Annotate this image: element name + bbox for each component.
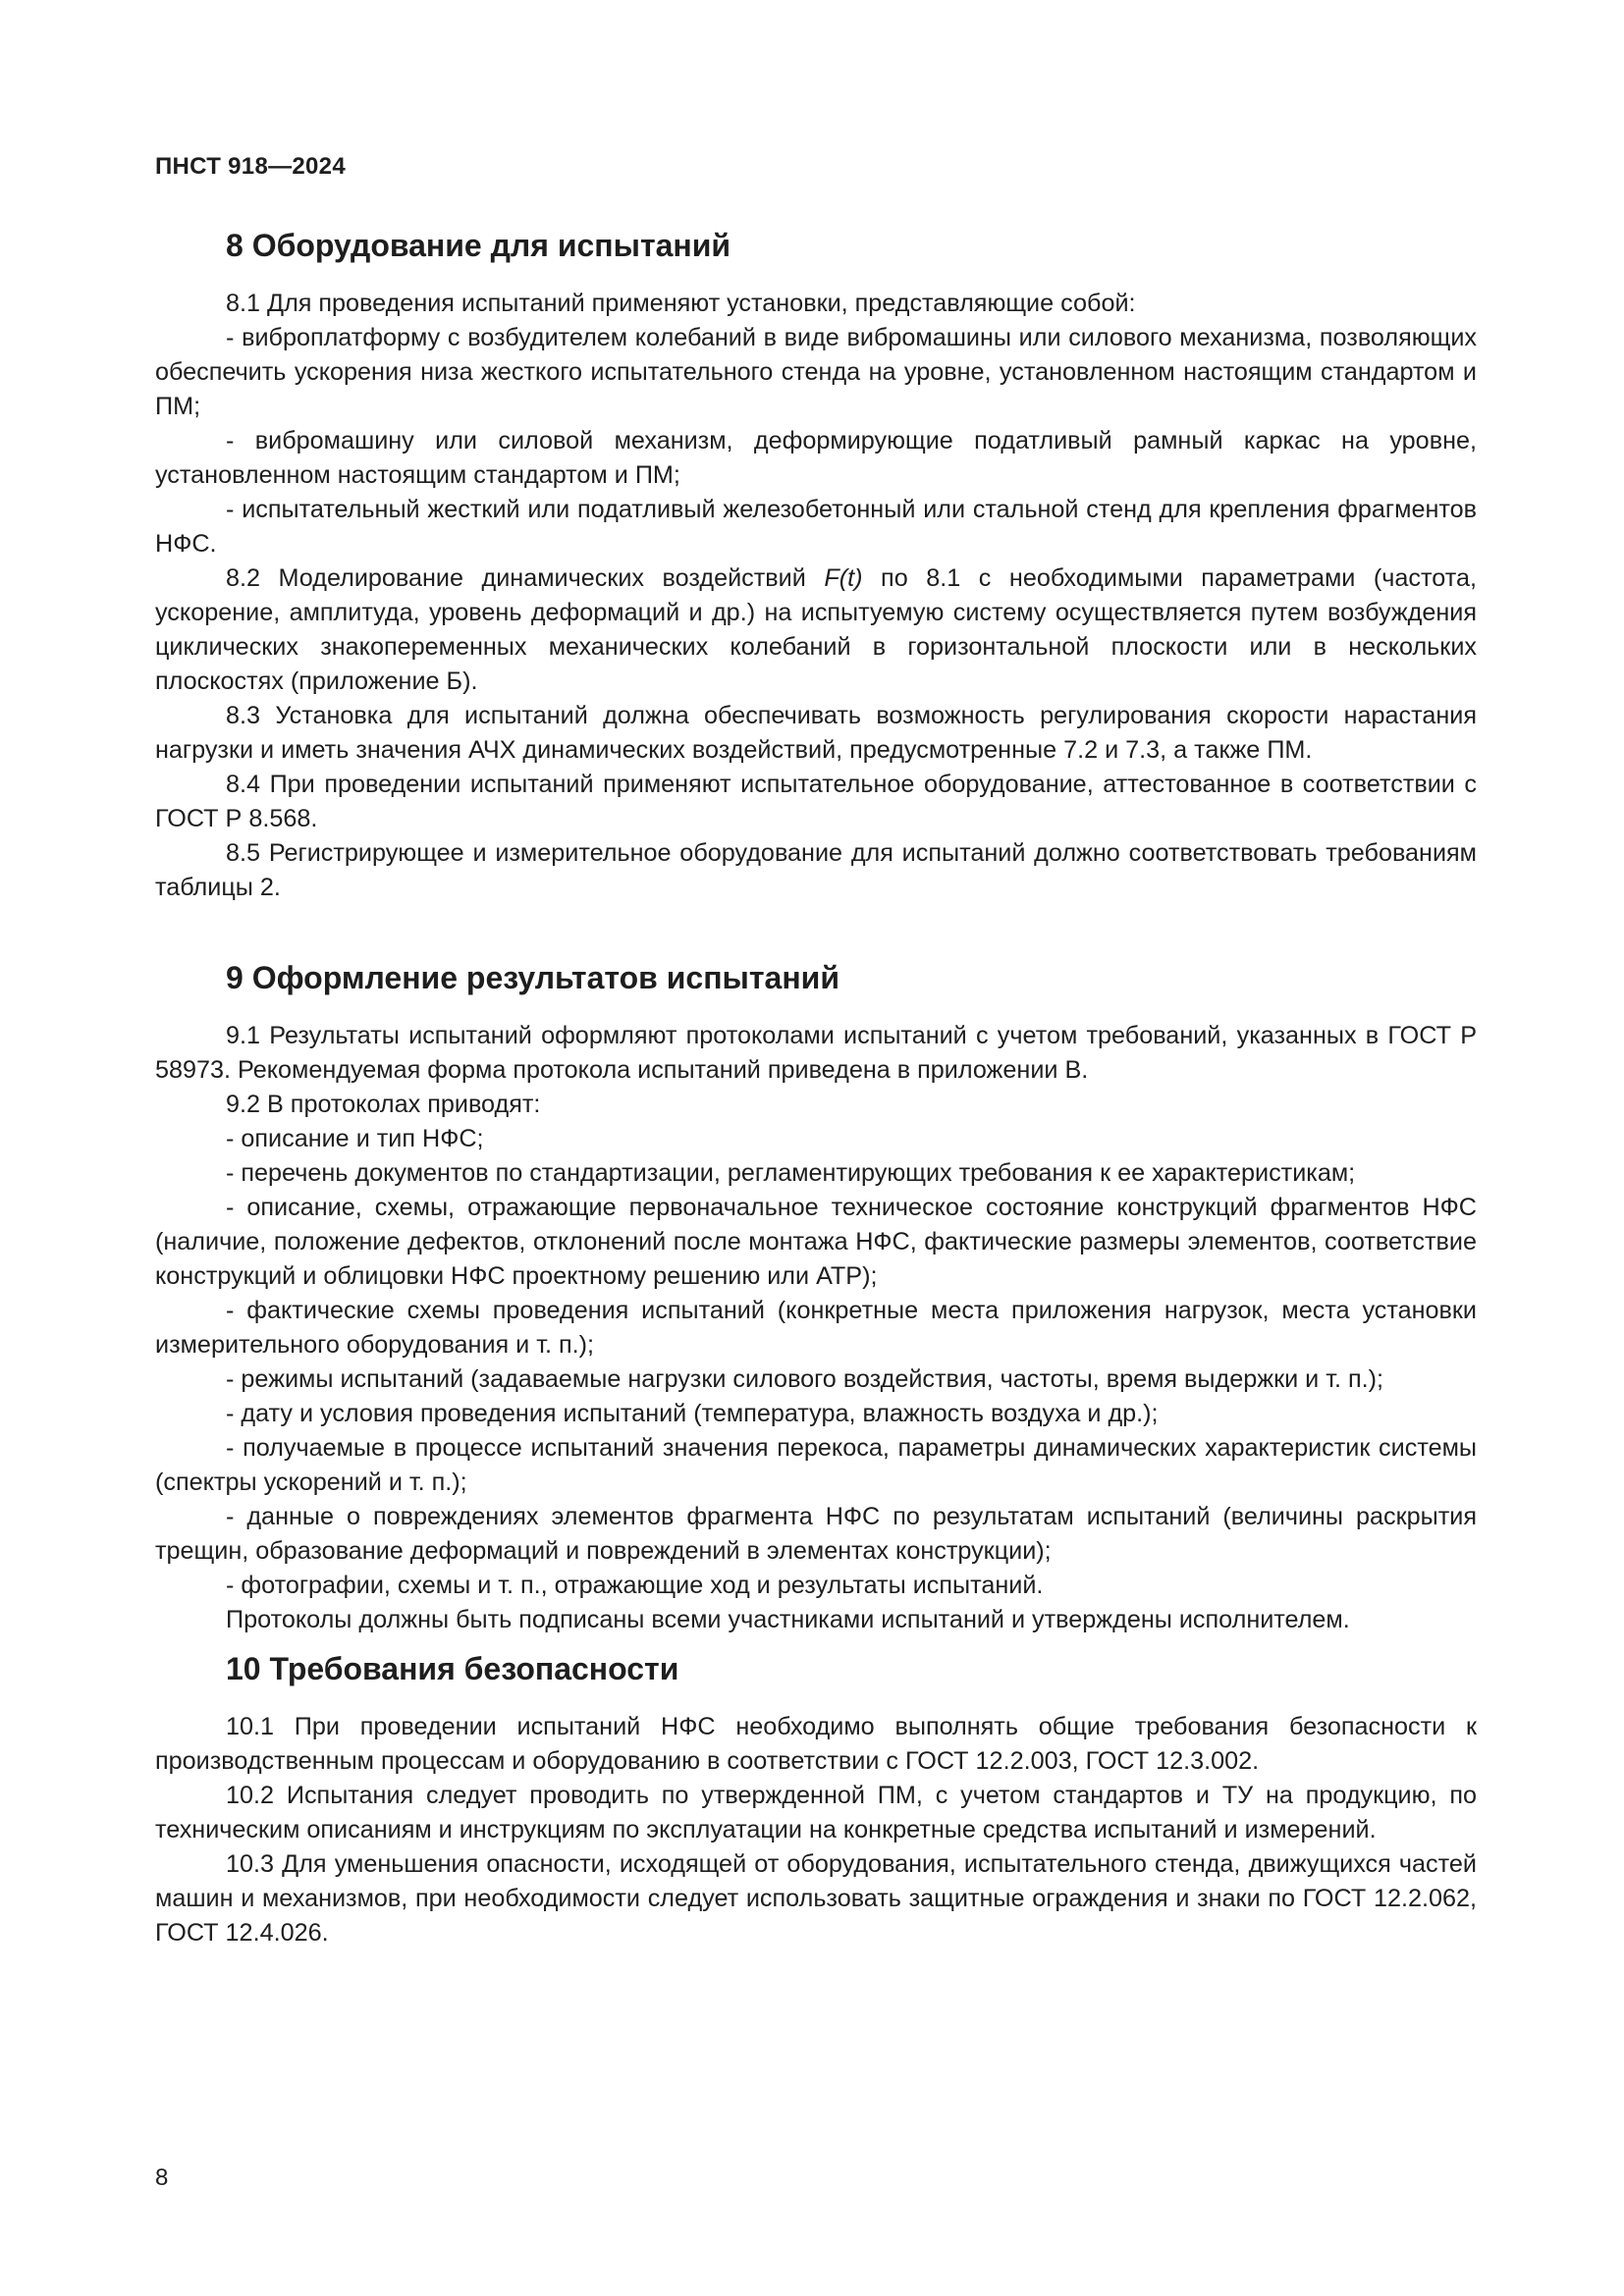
- paragraph: - получаемые в процессе испытаний значения перекоса, параметры динамических характеристик системы (спектры ускорений и т. п.);: [155, 1434, 1477, 1496]
- section-8-equipment: [155, 226, 1477, 905]
- paragraph: - описание, схемы, отражающие первоначальное техническое состояние конструкций фрагментов НФС (наличие, положение дефектов, отклонений после монтажа НФС, фактические размеры элементов, соответствие конструкций и облицовки НФС проектному решению или АТР);: [155, 1194, 1477, 1290]
- formula-symbol: F(t): [824, 564, 863, 592]
- paragraph: - описание и тип НФС;: [226, 1125, 484, 1152]
- paragraph: 10.1 При проведении испытаний НФС необходимо выполнять общие требования безопасности к производственным процессам и оборудованию в соответствии с ГОСТ 12.2.003, ГОСТ 12.3.002.: [155, 1713, 1477, 1775]
- section-9-results: [155, 958, 1477, 1637]
- paragraph: - перечень документов по стандартизации, регламентирующих требования к ее характеристикам;: [226, 1159, 1356, 1187]
- paragraph: - испытательный жесткий или податливый железобетонный или стальной стенд для крепления фрагментов НФС.: [155, 496, 1477, 558]
- document-code: ПНСТ 918—2024: [155, 153, 346, 180]
- section-heading: 10 Требования безопасности: [226, 1651, 679, 1686]
- paragraph: 10.3 Для уменьшения опасности, исходящей от оборудования, испытательного стенда, движущихся частей машин и механизмов, при необходимости следует использовать защитные ограждения и знаки по ГОСТ 12.2.062, ГОСТ 12.4.026.: [155, 1850, 1477, 1947]
- paragraph: 8.4 При проведении испытаний применяют испытательное оборудование, аттестованное в соответствии с ГОСТ Р 8.568.: [155, 771, 1477, 832]
- paragraph: 8.2 Моделирование динамических воздействий F(t) по 8.1 с необходимыми параметрами (частота, ускорение, амплитуда, уровень деформаций и др.) на испытуемую систему осуществляется путем возбуждения циклических знакопеременных механических колебаний в горизонтальной плоскости или в нескольких плоскостях (приложение Б).: [155, 564, 1477, 695]
- paragraph: 9.1 Результаты испытаний оформляют протоколами испытаний с учетом требований, указанных в ГОСТ Р 58973. Рекомендуемая форма протокола испытаний приведена в приложении В.: [155, 1022, 1477, 1084]
- paragraph: Протоколы должны быть подписаны всеми участниками испытаний и утверждены исполнителем.: [226, 1606, 1350, 1633]
- paragraph: - дату и условия проведения испытаний (температура, влажность воздуха и др.);: [226, 1400, 1159, 1427]
- section-heading: 8 Оборудование для испытаний: [226, 228, 731, 263]
- paragraph: - режимы испытаний (задаваемые нагрузки силового воздействия, частоты, время выдержки и т. п.);: [226, 1365, 1384, 1393]
- section-heading: 9 Оформление результатов испытаний: [226, 960, 839, 995]
- paragraph: 9.2 В протоколах приводят:: [226, 1091, 541, 1118]
- paragraph: 8.5 Регистрирующее и измерительное оборудование для испытаний должно соответствовать требованиям таблицы 2.: [155, 839, 1477, 901]
- paragraph: - фактические схемы проведения испытаний (конкретные места приложения нагрузок, места установки измерительного оборудования и т. п.);: [155, 1297, 1477, 1359]
- paragraph: - фотографии, схемы и т. п., отражающие ход и результаты испытаний.: [226, 1572, 1044, 1599]
- paragraph: 8.3 Установка для испытаний должна обеспечивать возможность регулирования скорости нарастания нагрузки и иметь значения АЧХ динамических воздействий, предусмотренные 7.2 и 7.3, а также ПМ.: [155, 702, 1477, 764]
- paragraph: 10.2 Испытания следует проводить по утвержденной ПМ, с учетом стандартов и ТУ на продукцию, по техническим описаниям и инструкциям по эксплуатации на конкретные средства испытаний и измерений.: [155, 1782, 1477, 1843]
- paragraph: 8.1 Для проведения испытаний применяют установки, представляющие собой:: [226, 290, 1136, 317]
- page-number: 8: [155, 2164, 169, 2191]
- section-body: [155, 287, 1477, 905]
- paragraph: - данные о повреждениях элементов фрагмента НФС по результатам испытаний (величины раскрытия трещин, образование деформаций и повреждений в элементах конструкции);: [155, 1503, 1477, 1565]
- section-body: [155, 1710, 1477, 1950]
- section-body: [155, 1019, 1477, 1637]
- paragraph: - вибромашину или силовой механизм, деформирующие податливый рамный каркас на уровне, установленном настоящим стандартом и ПМ;: [155, 427, 1477, 489]
- paragraph: - виброплатформу с возбудителем колебаний в виде вибромашины или силового механизма, позволяющих обеспечить ускорения низа жесткого испытательного стенда на уровне, установленном настоящим стандартом и ПМ;: [155, 324, 1477, 420]
- section-10-safety: [155, 1649, 1477, 1950]
